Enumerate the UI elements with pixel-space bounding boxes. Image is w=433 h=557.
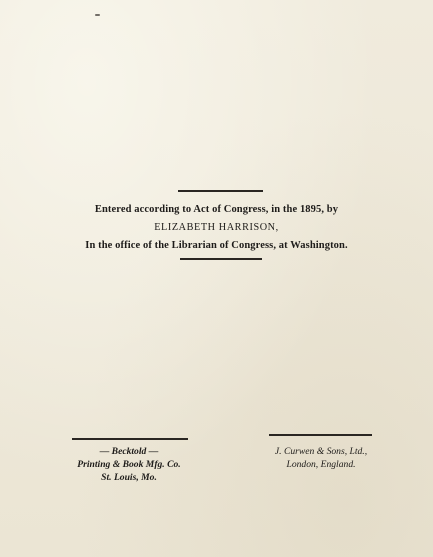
top-center-rule [178,190,263,192]
right-printer-imprint [262,445,380,471]
copyright-entry-line: Entered according to Act of Congress, in the 1895, by [94,204,339,215]
left-printer-name: — Becktold — [99,446,159,457]
copyright-holder-name: ELIZABETH HARRISON, [154,222,279,233]
right-printer-rule [269,434,372,436]
right-printer-city: London, England. [286,459,356,470]
left-printer-company: Printing & Book Mfg. Co. [77,459,181,470]
ink-speck [95,14,100,16]
copyright-office-line: In the office of the Librarian of Congress, at Washington. [85,240,348,251]
left-printer-city: St. Louis, Mo. [101,472,157,483]
bottom-center-rule [180,258,262,260]
left-printer-imprint [62,445,196,484]
left-printer-rule [72,438,188,440]
right-printer-company: J. Curwen & Sons, Ltd., [274,446,368,457]
